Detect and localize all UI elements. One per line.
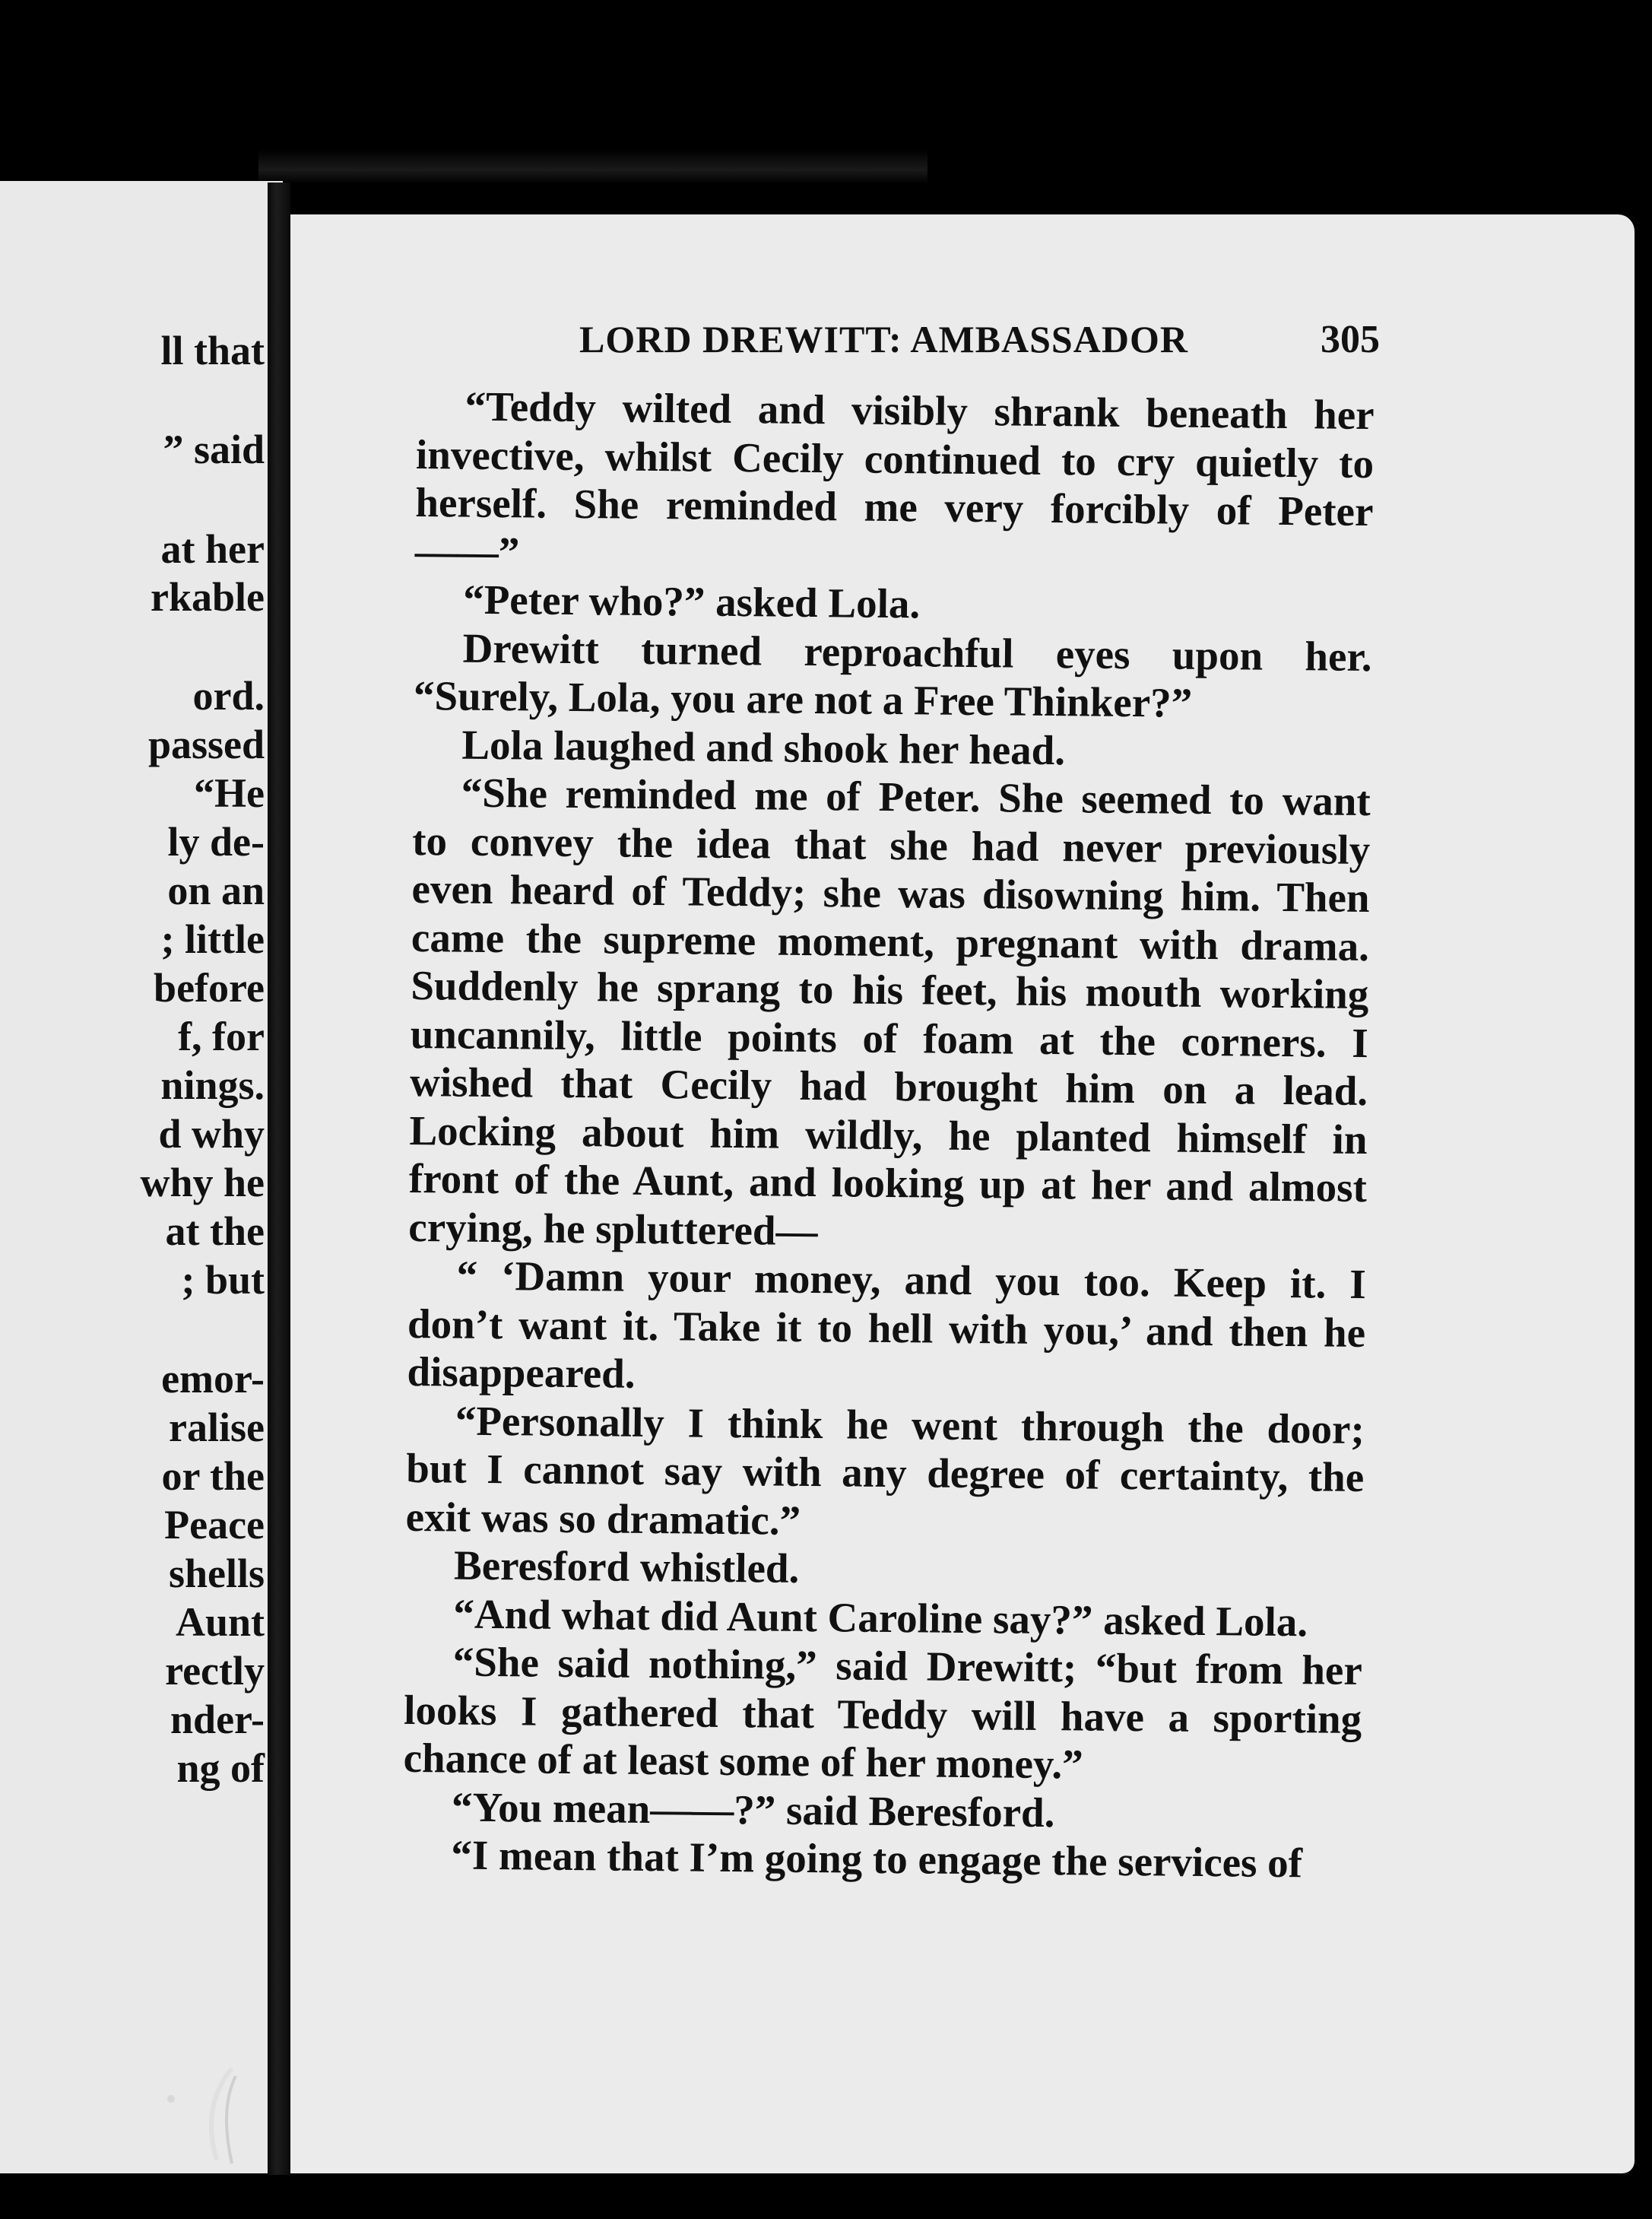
text-line: crying, he spluttered— xyxy=(408,1203,818,1254)
left-page-fragment: ; but xyxy=(181,1257,265,1303)
text-line: Locking about him wildly, he planted himself in xyxy=(409,1106,1368,1163)
left-page-fragment: ll that xyxy=(160,328,265,373)
text-line: herself. She reminded me very forcibly of Peter xyxy=(415,478,1374,535)
text-line: “Teddy wilted and visibly shrank beneath her xyxy=(465,383,1375,439)
text-line: “She reminded me of Peter. She seemed to want xyxy=(461,769,1371,825)
left-page-fragment: at the xyxy=(165,1208,265,1254)
text-line: Suddenly he sprang to his feet, his mouth working xyxy=(411,961,1369,1018)
page-number: 305 xyxy=(1321,318,1380,361)
left-page-fragment: f, for xyxy=(178,1014,265,1059)
text-line: exit was so dramatic.” xyxy=(405,1493,801,1544)
left-page-fragment: emor- xyxy=(161,1356,265,1402)
left-page-fragment: rectly xyxy=(165,1648,265,1694)
left-page-fragment: why he xyxy=(140,1160,265,1205)
left-page-fragment: ” said xyxy=(163,427,265,472)
left-page-fragment: d why xyxy=(158,1111,265,1157)
left-page-fragment: ng of xyxy=(176,1745,265,1791)
text-line: disappeared. xyxy=(407,1348,636,1397)
left-page-fragment: ralise xyxy=(169,1405,265,1450)
text-line: but I cannot say with any degree of certainty, the xyxy=(405,1444,1365,1501)
text-line: invective, whilst Cecily continued to cry quietly to xyxy=(415,430,1375,487)
left-page-fragment: ; little xyxy=(160,916,265,962)
right-page xyxy=(290,214,1635,2173)
text-line: “Peter who?” asked Lola. xyxy=(462,576,921,627)
left-page-fragment: passed xyxy=(147,722,265,767)
left-page-fragment: ord. xyxy=(192,673,265,719)
left-page-fragment: Peace xyxy=(164,1502,265,1548)
left-page-fragment: nder- xyxy=(170,1697,265,1742)
text-line: Drewitt turned reproachful eyes upon her. xyxy=(462,624,1372,680)
text-line: “She said nothing,” said Drewitt; “but from her xyxy=(452,1638,1363,1694)
text-line: “I mean that I’m going to engage the services of xyxy=(451,1831,1303,1887)
left-page-fragment: Aunt xyxy=(175,1599,265,1645)
text-line: Lola laughed and shook her head. xyxy=(461,721,1066,773)
text-line: ——” xyxy=(414,527,520,575)
text-line: don’t want it. Take it to hell with you,’ and then he xyxy=(407,1300,1366,1356)
page-corner-marks xyxy=(160,2053,289,2175)
body-text xyxy=(402,382,1375,1888)
text-line: Beresford whistled. xyxy=(453,1541,800,1592)
text-line: “You mean——?” said Beresford. xyxy=(451,1783,1055,1836)
text-line: “Personally I think he went through the door; xyxy=(455,1397,1365,1452)
left-page-fragment: shells xyxy=(168,1551,265,1596)
left-page-fragment: at her xyxy=(160,526,265,572)
book-spine xyxy=(268,183,290,2175)
left-page-fragment: before xyxy=(154,965,265,1011)
top-shadow xyxy=(258,149,927,184)
left-page-fragment: nings. xyxy=(160,1062,265,1108)
text-line: “Surely, Lola, you are not a Free Thinker?” xyxy=(413,671,1193,726)
left-page-fragment: or the xyxy=(161,1453,265,1499)
text-line: even heard of Teddy; she was disowning him. Then xyxy=(411,865,1370,922)
text-line: uncannily, little points of foam at the corners. I xyxy=(410,1010,1369,1066)
left-page-fragment: ly de- xyxy=(167,819,265,865)
left-page-fragment: “He xyxy=(194,770,265,816)
text-line: “ ‘Damn your money, and you too. Keep it. I xyxy=(456,1252,1366,1308)
running-head: LORD DREWITT: AMBASSADOR xyxy=(579,318,1188,360)
text-line: “And what did Aunt Caroline say?” asked Lola. xyxy=(453,1590,1308,1645)
text-line: came the supreme moment, pregnant with drama. xyxy=(411,913,1370,970)
text-line: to convey the idea that she had never previously xyxy=(411,817,1371,873)
left-page-fragment: on an xyxy=(167,868,265,913)
text-line: wished that Cecily had brought him on a lead. xyxy=(409,1058,1368,1115)
left-page-fragment: rkable xyxy=(150,574,265,620)
text-line: looks I gathered that Teddy will have a sporting xyxy=(403,1686,1362,1742)
left-page xyxy=(0,181,283,2173)
text-line: chance of at least some of her money.” xyxy=(403,1734,1083,1788)
text-line: front of the Aunt, and looking up at her and almost xyxy=(408,1154,1368,1211)
